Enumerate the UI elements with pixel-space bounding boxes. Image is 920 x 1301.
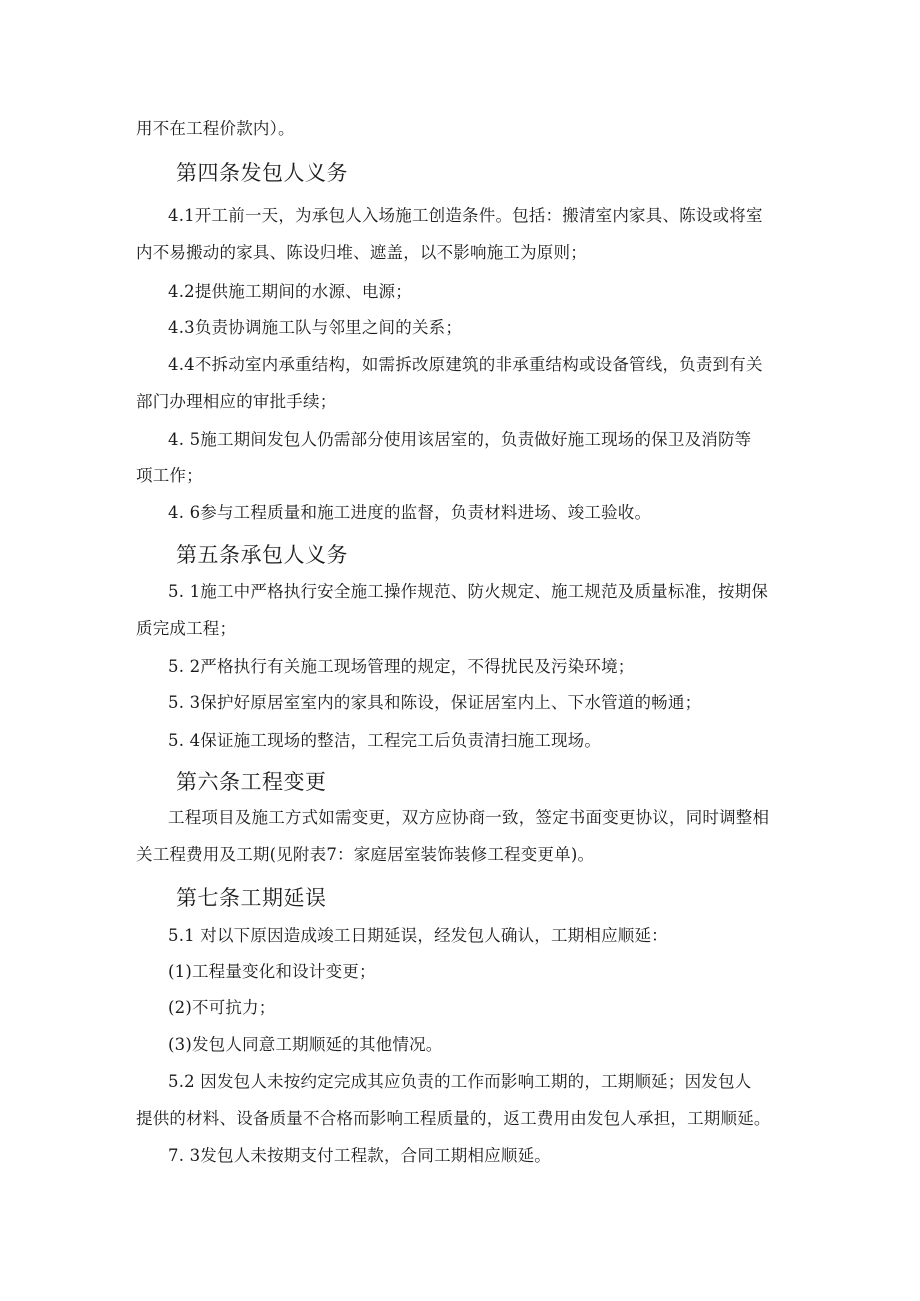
list-item-1: (1)工程量变化和设计变更；: [168, 962, 376, 981]
article-6-paragraph: 工程项目及施工方式如需变更，双方应协商一致，签定书面变更协议，同时调整相: [168, 808, 770, 827]
section-heading-article-4: 第四条发包人义务: [176, 161, 348, 185]
clause-4-5-cont: 项工作；: [136, 466, 203, 485]
clause-4-1: 4.1开工前一天，为承包人入场施工创造条件。包括：搬清室内家具、陈设或将室: [168, 206, 763, 225]
clause-4-2: 4.2提供施工期间的水源、电源；: [168, 282, 412, 301]
list-item-3: (3)发包人同意工期顺延的其他情况。: [168, 1035, 443, 1054]
article-6-paragraph-cont: 关工程费用及工期(见附表7：家庭居室装饰装修工程变更单)。: [136, 845, 595, 864]
section-heading-article-7: 第七条工期延误: [176, 886, 327, 910]
clause-5-1: 5. 1施工中严格执行安全施工操作规范、防火规定、施工规范及质量标准，按期保: [168, 582, 769, 601]
clause-4-1-cont: 内不易搬动的家具、陈设归堆、遮盖，以不影响施工为原则；: [136, 243, 587, 262]
clause-7-3: 7. 3发包人未按期支付工程款，合同工期相应顺延。: [168, 1146, 551, 1165]
clause-4-3: 4.3负责协调施工队与邻里之间的关系；: [168, 318, 463, 337]
clause-5-1-cont: 质完成工程；: [136, 619, 237, 638]
clause-5-2: 5. 2严格执行有关施工现场管理的规定，不得扰民及污染环境；: [168, 657, 635, 676]
clause-4-4-cont: 部门办理相应的审批手续；: [136, 392, 337, 411]
clause-4-6: 4. 6参与工程质量和施工进度的监督，负责材料进场、竣工验收。: [168, 503, 652, 522]
clause-7-1: 5.1 对以下原因造成竣工日期延误，经发包人确认，工期相应顺延：: [168, 926, 668, 945]
clause-7-2-cont: 提供的材料、设备质量不合格而影响工程质量的，返工费用由发包人承担，工期顺延。: [136, 1109, 771, 1128]
clause-4-5: 4. 5施工期间发包人仍需部分使用该居室的，负责做好施工现场的保卫及消防等: [168, 430, 752, 449]
clause-7-2: 5.2 因发包人未按约定完成其应负责的工作而影响工期的，工期顺延；因发包人: [168, 1072, 752, 1091]
clause-4-4: 4.4不拆动室内承重结构，如需拆改原建筑的非承重结构或设备管线，负责到有关: [168, 355, 763, 374]
section-heading-article-6: 第六条工程变更: [176, 770, 327, 794]
clause-5-4: 5. 4保证施工现场的整洁，工程完工后负责清扫施工现场。: [168, 731, 602, 750]
clause-5-3: 5. 3保护好原居室室内的家具和陈设，保证居室内上、下水管道的畅通；: [168, 693, 702, 712]
list-item-2: (2)不可抗力；: [168, 998, 276, 1017]
text-line: 用不在工程价款内）。: [136, 119, 295, 138]
section-heading-article-5: 第五条承包人义务: [176, 543, 348, 567]
